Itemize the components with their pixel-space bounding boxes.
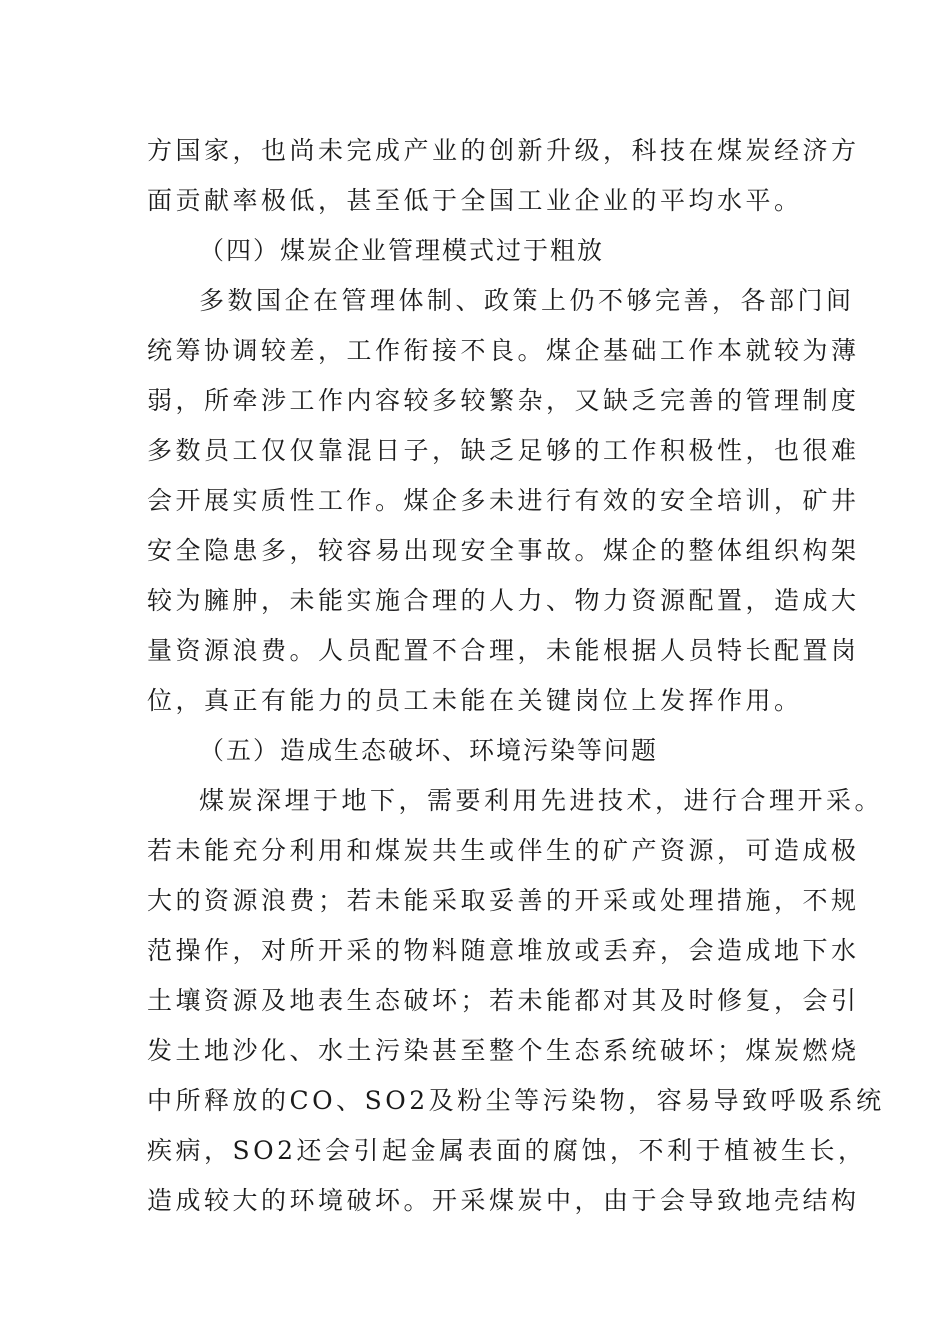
- paragraph-line: 方国家，也尚未完成产业的创新升级，科技在煤炭经济方: [147, 136, 860, 165]
- paragraph-line: 大的资源浪费；若未能采取妥善的开采或处理措施，不规: [147, 886, 860, 915]
- paragraph-line: 量资源浪费。人员配置不合理，未能根据人员特长配置岗: [147, 636, 860, 665]
- paragraph-line: 多数国企在管理体制、政策上仍不够完善，各部门间: [199, 286, 855, 315]
- section-heading-4: （四）煤炭企业管理模式过于粗放: [199, 236, 605, 265]
- paragraph-line: 若未能充分利用和煤炭共生或伴生的矿产资源，可造成极: [147, 836, 860, 865]
- paragraph-line: 范操作，对所开采的物料随意堆放或丢弃，会造成地下水: [147, 936, 860, 965]
- paragraph-line: 土壤资源及地表生态破坏；若未能都对其及时修复，会引: [147, 986, 860, 1015]
- section-heading-5: （五）造成生态破坏、环境污染等问题: [199, 736, 659, 765]
- paragraph-line: 造成较大的环境破坏。开采煤炭中，由于会导致地壳结构: [147, 1186, 860, 1215]
- paragraph-line: 疾病，SO2还会引起金属表面的腐蚀，不利于植被生长，: [147, 1136, 867, 1165]
- paragraph-line: 安全隐患多，较容易出现安全事故。煤企的整体组织构架: [147, 536, 860, 565]
- paragraph-line: 多数员工仅仅靠混日子，缺乏足够的工作积极性，也很难: [147, 436, 860, 465]
- paragraph-line: 较为臃肿，未能实施合理的人力、物力资源配置，造成大: [147, 586, 860, 615]
- paragraph-line: 会开展实质性工作。煤企多未进行有效的安全培训，矿井: [147, 486, 860, 515]
- paragraph-line: 发土地沙化、水土污染甚至整个生态系统破坏；煤炭燃烧: [147, 1036, 860, 1065]
- paragraph-line: 统筹协调较差，工作衔接不良。煤企基础工作本就较为薄: [147, 336, 860, 365]
- paragraph-line: 弱，所牵涉工作内容较多较繁杂，又缺乏完善的管理制度: [147, 386, 860, 415]
- paragraph-line: 中所释放的CO、SO2及粉尘等污染物，容易导致呼吸系统: [147, 1086, 885, 1115]
- paragraph-line: 面贡献率极低，甚至低于全国工业企业的平均水平。: [147, 186, 803, 215]
- paragraph-line: 位，真正有能力的员工未能在关键岗位上发挥作用。: [147, 686, 803, 715]
- paragraph-line: 煤炭深埋于地下，需要利用先进技术，进行合理开采。: [199, 786, 884, 815]
